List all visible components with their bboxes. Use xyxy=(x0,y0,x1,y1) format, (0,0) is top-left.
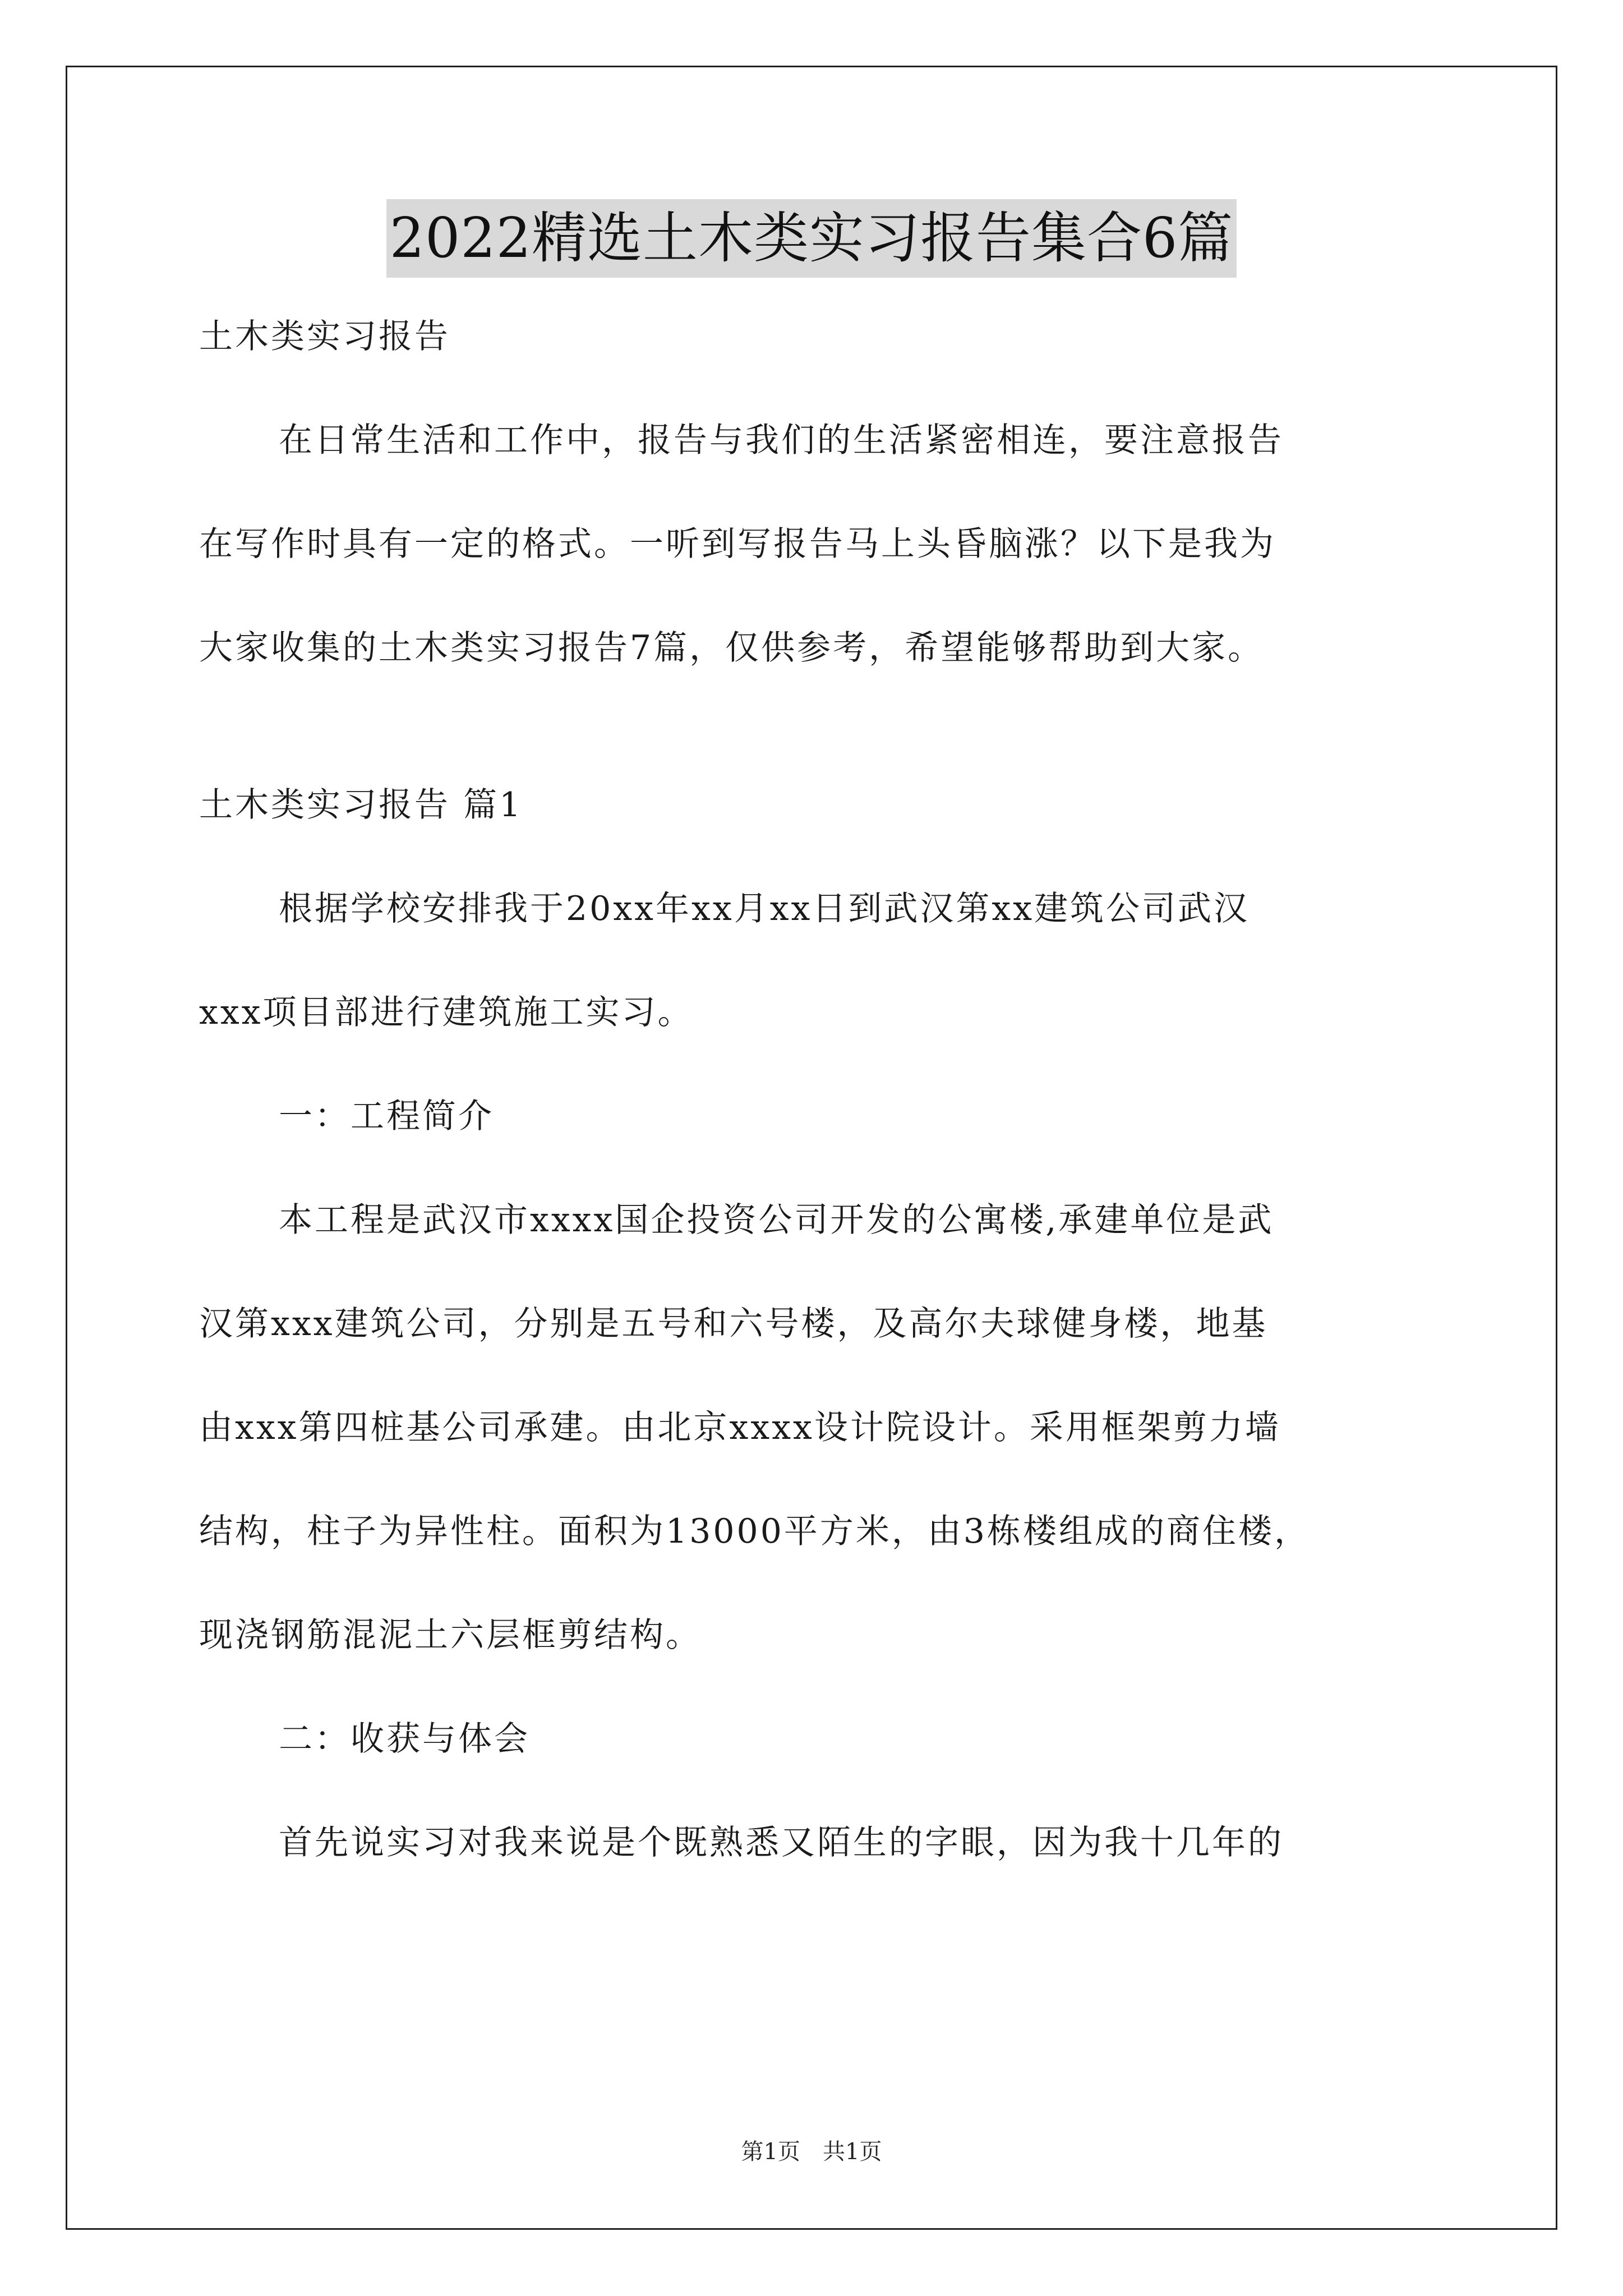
body-paragraph-line: xxx项目部进行建筑施工实习。 xyxy=(199,993,694,1032)
body-paragraph-line: 根据学校安排我于20xx年xx月xx日到武汉第xx建筑公司武汉 xyxy=(279,889,1250,928)
body-paragraph-line: 本工程是武汉市xxxx国企投资公司开发的公寓楼,承建单位是武 xyxy=(279,1200,1274,1240)
intro-paragraph-line: 在日常生活和工作中，报告与我们的生活紧密相连，要注意报告 xyxy=(279,421,1284,460)
intro-paragraph-line: 大家收集的土木类实习报告7篇，仅供参考，希望能够帮助到大家。 xyxy=(199,628,1264,668)
title-container xyxy=(0,199,1623,278)
intro-paragraph-line: 在写作时具有一定的格式。一听到写报告马上头昏脑涨？以下是我为 xyxy=(199,524,1276,564)
body-paragraph-line: 由xxx第四桩基公司承建。由北京xxxx设计院设计。采用框架剪力墙 xyxy=(199,1408,1281,1447)
page-number-footer: 第1页 共1页 xyxy=(741,2139,882,2165)
body-paragraph-line: 结构，柱子为异性柱。面积为13000平方米，由3栋楼组成的商住楼， xyxy=(199,1512,1311,1551)
subsection-heading: 一：工程简介 xyxy=(279,1097,494,1136)
body-paragraph-line: 首先说实习对我来说是个既熟悉又陌生的字眼，因为我十几年的 xyxy=(279,1823,1284,1862)
article-heading: 土木类实习报告 篇1 xyxy=(199,785,523,825)
section-heading: 土木类实习报告 xyxy=(199,317,450,356)
document-title: 2022精选土木类实习报告集合6篇 xyxy=(386,199,1237,278)
body-paragraph-line: 汉第xxx建筑公司，分别是五号和六号楼，及高尔夫球健身楼，地基 xyxy=(199,1304,1268,1343)
body-paragraph-line: 现浇钢筋混泥土六层框剪结构。 xyxy=(199,1616,702,1655)
document-body xyxy=(199,311,1427,1868)
subsection-heading: 二：收获与体会 xyxy=(279,1719,530,1759)
